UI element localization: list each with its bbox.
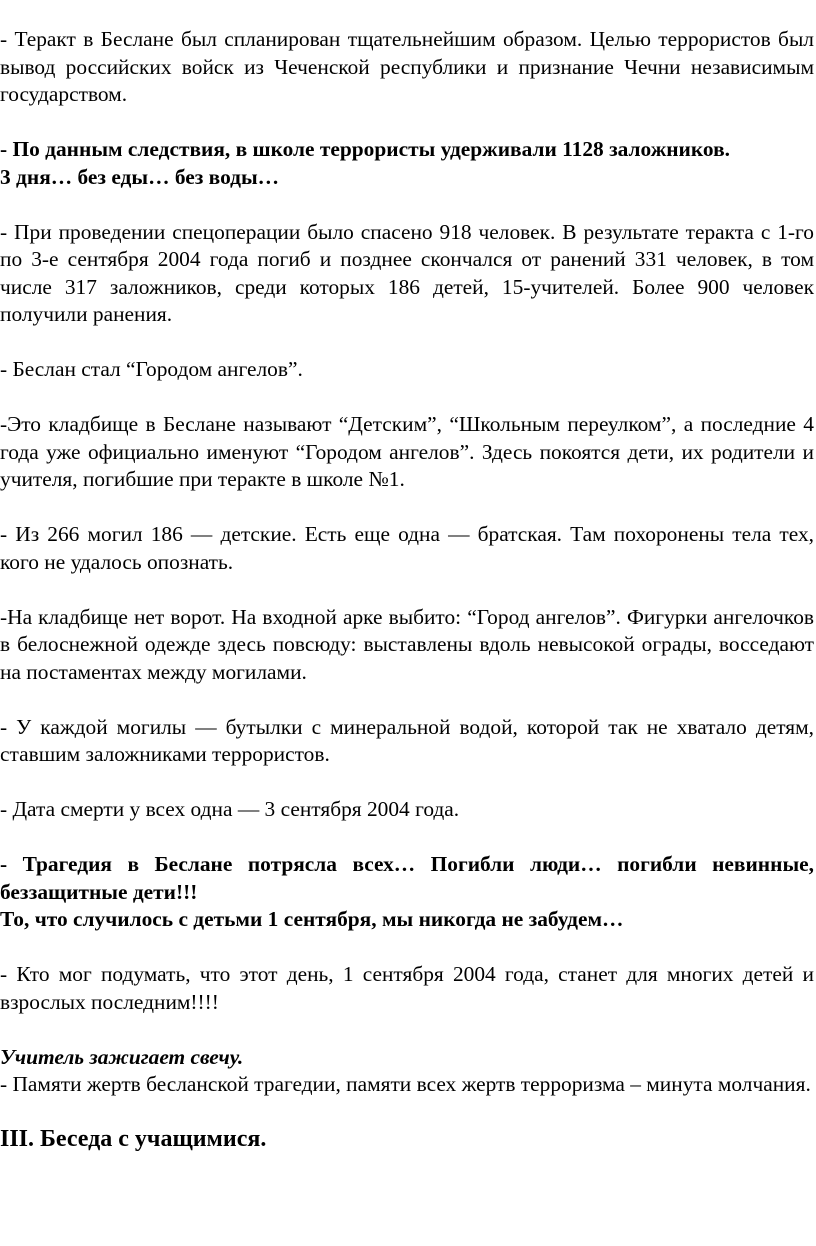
paragraph-gap (0, 824, 814, 852)
section-heading: III. Беседа с учащимися. (0, 1126, 267, 1152)
paragraph-hostages-count: - По данным следствия, в школе террористы удерживали 1128 заложников. (0, 137, 730, 161)
paragraph-gap (0, 329, 814, 357)
paragraph-minute-of-silence: - Памяти жертв бесланской трагедии, памяти всех жертв терроризма – минута молчания. (0, 1072, 811, 1096)
paragraph-gap (0, 191, 814, 219)
paragraph-gap (0, 109, 814, 137)
paragraph-gap (0, 1016, 814, 1044)
paragraph-gap (0, 576, 814, 604)
paragraph-gap (0, 934, 814, 962)
paragraph-gap (0, 384, 814, 412)
paragraph-city-of-angels: - Беслан стал “Городом ангелов”. (0, 357, 303, 381)
paragraph-casualties: - При проведении спецоперации было спасено 918 человек. В результате теракта с 1-го по 3-е сентября 2004 года погиб и позднее скончался от ранений 331 человек, в том числе 317 заложников, среди которых 186 детей, 15-учителей. Более 900 человек получили ранения. (0, 219, 814, 326)
paragraph-gap (0, 769, 814, 797)
stage-direction-candle: Учитель зажигает свечу. (0, 1044, 244, 1069)
paragraph-last-day: - Кто мог подумать, что этот день, 1 сентября 2004 года, станет для многих детей и взрослых последним!!!! (0, 962, 814, 1014)
paragraph-arch: -На кладбище нет ворот. На входной арке выбито: “Город ангелов”. Фигурки ангелочков в белоснежной одежде здесь повсюду: выставлены вдоль невысокой ограды, восседают на постаментах между могилами. (0, 604, 814, 684)
paragraph-gap (0, 686, 814, 714)
paragraph-date-of-death: - Дата смерти у всех одна — 3 сентября 2004 года. (0, 797, 460, 821)
paragraph-water-bottles: - У каждой могилы — бутылки с минеральной водой, которой так не хватало детям, ставшим заложниками террористов. (0, 714, 814, 766)
paragraph-three-days: 3 дня… без еды… без воды… (0, 164, 280, 189)
paragraph-graves: - Из 266 могил 186 — детские. Есть еще одна — братская. Там похоронены тела тех, кого не удалось опознать. (0, 522, 814, 574)
paragraph-gap (0, 1099, 814, 1127)
paragraph-cemetery: -Это кладбище в Беслане называют “Детским”, “Школьным переулком”, а последние 4 года уже официально именуют “Городом ангелов”. Здесь покоятся дети, их родители и учителя, погибшие при теракте в школе №1. (0, 412, 814, 491)
paragraph-gap (0, 494, 814, 522)
paragraph-never-forget: То, что случилось с детьми 1 сентября, мы никогда не забудем… (0, 907, 624, 931)
paragraph-tragedy: - Трагедия в Беслане потрясла всех… Погибли люди… погибли невинные, беззащитные дети!!! (0, 852, 814, 904)
paragraph-terror-planning: - Теракт в Беслане был спланирован тщательнейшим образом. Целью террористов был вывод российских войск из Чеченской республики и признание Чечни независимым государством. (0, 27, 814, 106)
